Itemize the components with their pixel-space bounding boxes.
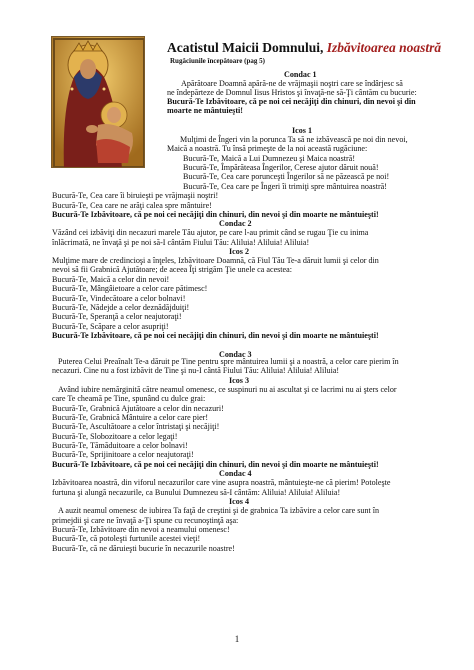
text-line: Bucură-Te, Scăpare a celor asupriţi! xyxy=(52,322,169,331)
text-line: Bucură-Te, Slobozitoare a celor legaţi! xyxy=(52,432,178,441)
text-line: Având iubire nemărginită către neamul omenesc, ce suspinuri nu ai ascultat şi ce lacrimi nu ai şters celor xyxy=(58,385,397,394)
text-line: Bucură-Te, Cea care porunceşti Îngerilor să ne păzească pe noi! xyxy=(183,172,390,181)
text-line: Bucură-Te, Maică a celor din nevoi! xyxy=(52,275,170,284)
text-line: Bucură-Te Izbăvitoare, că pe noi cei necăjiţi din chinuri, din nevoi şi din moarte ne mântuieşti! xyxy=(52,331,379,340)
section-heading: Icos 3 xyxy=(229,376,250,385)
text-line: A auzit neamul omenesc de iubirea Ta faţă de creştini şi de grabnica Ta izbăvire a celor care sunt în xyxy=(58,506,380,515)
section-heading: Icos 2 xyxy=(229,247,250,256)
section-heading: Condac 1 xyxy=(284,70,317,79)
section-heading: Condac 3 xyxy=(219,350,252,359)
title-italic: Izbăvitoarea noastră xyxy=(326,40,442,55)
text-line: Bucură-Te, Tămăduitoare a celor bolnavi! xyxy=(52,441,188,450)
section-heading: Icos 1 xyxy=(292,126,313,135)
text-line: Văzând cei izbăviţi din necazuri marele Tău ajutor, pe care l-au primit când se rugau Ţie cu inima xyxy=(52,228,369,237)
text-line: Bucură-Te, Nădejde a celor deznădăjduiţi! xyxy=(52,303,190,312)
text-line: Bucură-Te, Grabnică Mântuire a celor care pier! xyxy=(52,413,209,422)
text-line: primejdii şi care ne învaţă a-Ţi spune cu recunoştinţă aşa: xyxy=(52,516,239,525)
text-line: Bucură-Te, Maică a Lui Dumnezeu şi Maica noastră! xyxy=(183,154,356,163)
text-line: Bucură-Te, Speranţă a celor neajutoraţi! xyxy=(52,312,182,321)
text-line: moarte ne mântuieşti! xyxy=(167,106,243,115)
text-line: Bucură-Te, Izbăvitoare din nevoi a neamului omenesc! xyxy=(52,525,230,534)
text-line: Bucură-Te Izbăvitoare, că pe noi cei necăjiţi din chinuri, din nevoi şi din moarte ne mântuieşti! xyxy=(52,460,379,469)
text-line: Bucură-Te, Grabnică Ajutătoare a celor din necazuri! xyxy=(52,404,224,413)
text-line: Apărătoare Doamnă apără-ne de vrăjmaşii noştri care se îndârjesc să xyxy=(181,79,403,88)
text-line: care Te cheamă pe Tine, spunând cu dulce grai: xyxy=(52,394,206,403)
text-line: Izbăvitoarea noastră, din viforul necazurilor care vine asupra noastră, mântuieşte-ne că pierim! Potoleşte xyxy=(52,478,391,487)
text-line: Mulţimi de Îngeri vin la porunca Ta să ne izbăvească pe noi din nevoi, xyxy=(180,135,408,144)
text-line: Bucură-Te, că potoleşti furtunile acestei vieţi! xyxy=(52,534,201,543)
text-line: Bucură-Te, Împărăteasa Îngerilor, Cerese ajutor dăruit nouă! xyxy=(183,163,379,172)
text-line: Bucură-Te, Cea care ne arăţi calea spre mântuire! xyxy=(52,201,212,210)
text-line: înlăcrimată, ne învaţă şi pe noi să-I cântăm Fiului Tău: Aliluia! Aliluia! Aliluia! xyxy=(52,238,310,247)
text-line: Bucură-Te Izbăvitoare, că pe noi cei necăjiţi din chinuri, din nevoi şi din xyxy=(167,97,416,106)
text-line: Mulţime mare de credincioşi a înţeles, Izbăvitoare Doamnă, că Fiul Tău Te-a dăruit lumii şi celor din xyxy=(52,256,379,265)
section-heading: Icos 4 xyxy=(229,497,250,506)
text-line: Bucură-Te Izbăvitoare, că pe noi cei necăjiţi din chinuri, din nevoi şi din moarte ne mântuieşti! xyxy=(52,210,379,219)
text-line: Bucură-Te, că ne dăruieşti bucurie în necazurile noastre! xyxy=(52,544,235,553)
text-line: Maică a noastră. Tu însă primeşte de la noi această rugăciune: xyxy=(167,144,368,153)
section-heading: Condac 2 xyxy=(219,219,252,228)
text-line: Bucură-Te, Ascultătoare a celor întristaţi şi necăjiţi! xyxy=(52,422,220,431)
text-line: furtuna şi alungă necazurile, ca Bunului Dumnezeu să-I cântăm: Aliluia! Aliluia! Aliluia! xyxy=(52,488,341,497)
text-line: Bucură-Te, Cea care pe Îngeri îi trimiţi spre mântuirea noastră! xyxy=(183,182,387,191)
text-line: Puterea Celui Preaînalt Te-a dăruit pe Tine pentru spre mântuirea lumii şi a noastră, a celor care pierim în xyxy=(58,357,399,366)
page-number: 1 xyxy=(234,634,240,644)
text-line: Bucură-Te, Cea care îi biruieşti pe vrăjmaşii noştri! xyxy=(52,191,219,200)
text-line: Bucură-Te, Sprijinitoare a celor neajutoraţi! xyxy=(52,450,194,459)
text-line: nevoi să fii Grabnică Ajutătoare; de aceea Îţi strigăm Ţie unele ca acestea: xyxy=(52,265,292,274)
text-line: Bucură-Te, Mângâietoare a celor care pătimesc! xyxy=(52,284,208,293)
subtitle: Rugăciunile începătoare (pag 5) xyxy=(170,57,265,65)
title-main: Acatistul Maicii Domnului, xyxy=(167,40,327,55)
text-line: Bucură-Te, Vindecătoare a celor bolnavi! xyxy=(52,294,186,303)
section-heading: Condac 4 xyxy=(219,469,252,478)
text-line: ne îndepărteze de Domnul Iisus Hristos şi învaţă-ne să-Ţi cântăm cu bucurie: xyxy=(167,88,417,97)
text-line: necazuri. Cine nu a fost izbăvit de Tine şi nu-I cântă Fiului Tău: Aliluia! Aliluia! Aliluia! xyxy=(52,366,340,375)
